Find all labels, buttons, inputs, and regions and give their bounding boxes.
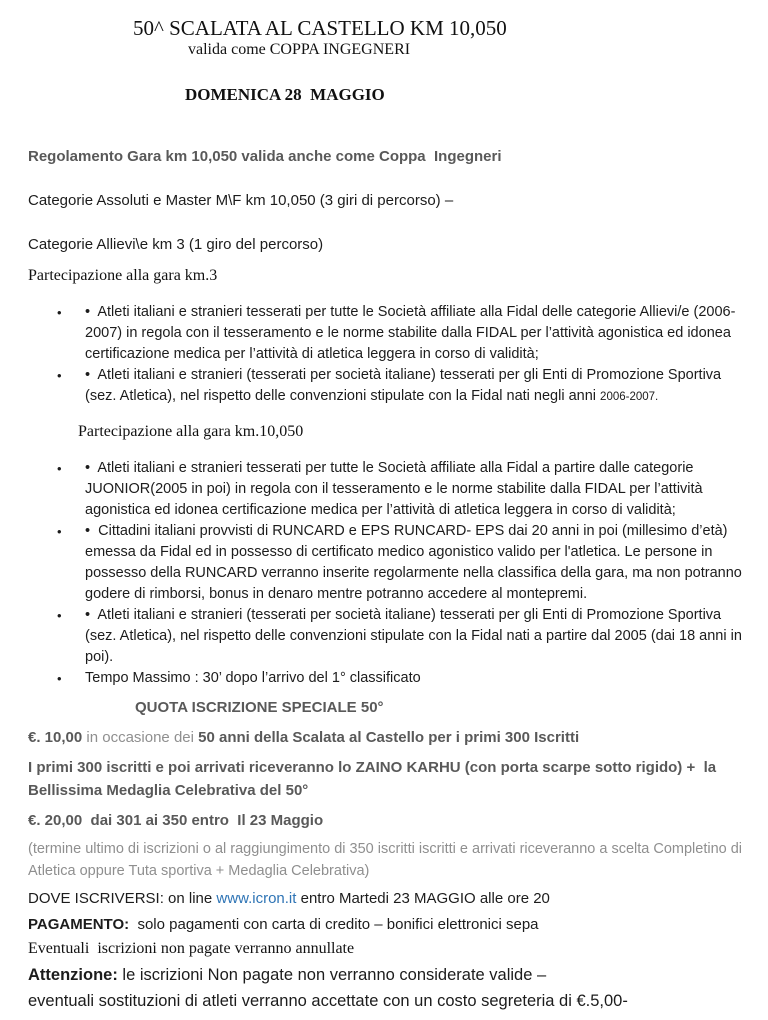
- bullet-list-km10: [28, 458, 746, 689]
- bullet-marker: •: [57, 461, 62, 476]
- page-title: 50^ SCALATA AL CASTELLO KM 10,050: [133, 16, 507, 40]
- quota-fee-10-line: [28, 726, 742, 749]
- list-item-main-text: • Atleti italiani e stranieri (tesserati per società italiane) tesserati per gli Enti di Promozione Sportiva (sez. Atletica), nel rispetto delle convenzioni stipulate con la Fidal nati negli anni: [85, 367, 726, 404]
- fee-10-detail-text: 50 anni della Scalata al Castello per i primi 300 Iscritti: [198, 729, 580, 746]
- dove-iscriversi-line: [28, 888, 742, 910]
- list-item: [57, 521, 746, 605]
- icron-website-link[interactable]: www.icron.it: [216, 890, 297, 907]
- fee-20-text: €. 20,00 dai 301 ai 350 entro Il 23 Maggio: [28, 812, 324, 829]
- bullet-marker: •: [57, 368, 62, 383]
- pagamento-text: solo pagamenti con carta di credito – bonifici elettronici sepa: [129, 916, 539, 933]
- eventuali-line: Eventuali iscrizioni non pagate verranno annullate: [28, 940, 355, 957]
- categorie-allievi-line: Categorie Allievi\e km 3 (1 giro del percorso): [28, 236, 324, 253]
- termine-note-line: (termine ultimo di iscrizioni o al raggiungimento di 350 iscritti iscritti e arrivati riceveranno a scelta Completino di Atletica oppure Tuta sportiva + Medaglia Celebrativa): [28, 841, 746, 879]
- list-item-text: • Cittadini italiani provvisti di RUNCARD e EPS RUNCARD- EPS dai 20 anni in poi (millesimo d’età) emessa da Fidal ed in possesso di certificato medico agonistico valido per l'atletica. Le persone in possesso della RUNCARD verranno inserite regolarmente nella classifica della gara, ma non potranno godere di rimborsi, bonus in denaro mentre potranno accedere al montepremi.: [85, 523, 746, 602]
- fee-10-connector-text: in occasione dei: [82, 729, 199, 746]
- section-heading-km10: Partecipazione alla gara km.10,050: [78, 423, 304, 440]
- categorie-assoluti-line: Categorie Assoluti e Master M\F km 10,050 (3 giri di percorso) –: [28, 192, 454, 209]
- list-item: [57, 302, 742, 365]
- event-date-line: DOMENICA 28 MAGGIO: [185, 85, 385, 104]
- quota-heading: QUOTA ISCRIZIONE SPECIALE 50°: [135, 699, 384, 716]
- pagamento-label: PAGAMENTO:: [28, 916, 130, 933]
- first-300-text: I primi 300 iscritti e poi arrivati riceveranno lo ZAINO KARHU (con porta scarpe sotto rigido) + la Bellissima Medaglia Celebrativa del 50°: [28, 759, 721, 799]
- list-item: [57, 458, 742, 521]
- bullet-marker: •: [57, 524, 62, 539]
- attenzione-line1-text: le iscrizioni Non pagate non verranno considerate valide –: [117, 966, 547, 984]
- first-300-line: [28, 756, 742, 802]
- pagamento-line: [28, 914, 742, 936]
- list-item: [57, 605, 746, 668]
- bullet-list-km3: [28, 302, 742, 408]
- dove-prefix-text: DOVE ISCRIVERSI: on line: [28, 890, 217, 907]
- list-item-small-suffix: 2006-2007.: [600, 391, 659, 403]
- bullet-marker: •: [57, 305, 62, 320]
- regolamento-line: Regolamento Gara km 10,050 valida anche come Coppa Ingegneri: [28, 148, 502, 165]
- list-item-text: • Atleti italiani e stranieri tesserati per tutte le Società affiliate alla Fidal a partire dalle categorie JUONIOR(2005 in poi) in regola con il tesseramento e le norme stabilite dalla FIDAL per l’attività agonistica ed idonea certificazione medica per l’attività di atletica leggera in corso di validità;: [85, 460, 707, 518]
- bullet-marker: •: [57, 671, 62, 686]
- fee-amount-10: €. 10,00: [28, 729, 83, 746]
- attenzione-line2-text: eventuali sostituzioni di atleti verranno accettate con un costo segreteria di €.5,00-: [28, 992, 628, 1010]
- attenzione-block: [28, 962, 742, 1014]
- section-heading-km3: Partecipazione alla gara km.3: [28, 267, 218, 284]
- attenzione-label: Attenzione:: [28, 966, 118, 984]
- list-item-text: • Atleti italiani e stranieri (tesserati per società italiane) tesserati per gli Enti di Promozione Sportiva (sez. Atletica), nel rispetto delle convenzioni stipulate con la Fidal nati a partire dal 2005 (dai 18 anni in poi).: [85, 607, 746, 665]
- bullet-marker: •: [57, 608, 62, 623]
- quota-fee-20-line: [28, 809, 742, 832]
- list-item: [57, 365, 742, 408]
- list-item: [57, 668, 742, 689]
- dove-suffix-text: entro Martedi 23 MAGGIO alle ore 20: [296, 890, 550, 907]
- list-item-text: [85, 365, 742, 408]
- page-subtitle: valida come COPPA INGEGNERI: [188, 41, 411, 58]
- list-item-text: Tempo Massimo : 30’ dopo l’arrivo del 1° classificato: [85, 670, 421, 686]
- list-item-text: • Atleti italiani e stranieri tesserati per tutte le Società affiliate alla Fidal delle categorie Allievi/e (2006-2007) in regola con il tesseramento e le norme stabilite dalla FIDAL per l’attività agonistica ed idonea certificazione medica per l’attività di atletica leggera in corso di validità;: [85, 304, 736, 362]
